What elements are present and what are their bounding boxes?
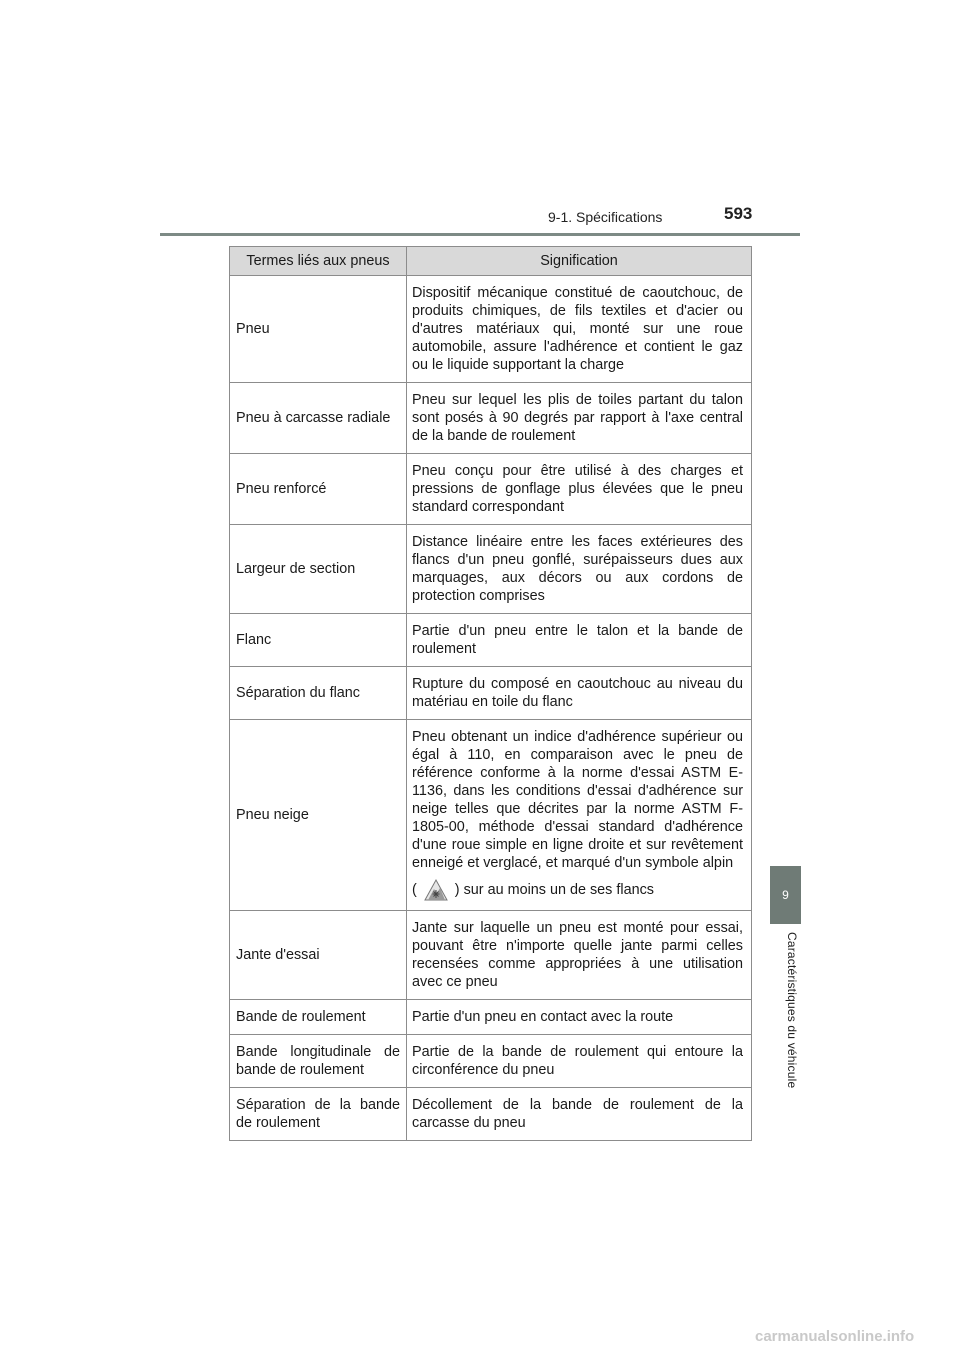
meaning-cell — [407, 720, 752, 911]
table-row — [230, 911, 752, 1000]
table-row — [230, 454, 752, 525]
alpine-symbol-line — [412, 878, 743, 902]
term-cell: Pneu renforcé — [230, 454, 407, 525]
column-header-term: Termes liés aux pneus — [230, 247, 407, 276]
site-watermark: carmanualsonline.info — [755, 1328, 915, 1345]
meaning-cell: Distance linéaire entre les faces extérieures des flancs d'un pneu gonflé, surépaisseurs dues aux marquages, aux décors ou aux cordons de protection comprises — [407, 525, 752, 614]
meaning-cell: Partie d'un pneu entre le talon et la bande de roulement — [407, 614, 752, 667]
chapter-label: Caractéristiques du véhicule — [785, 932, 799, 1089]
table-header-row — [230, 247, 752, 276]
chapter-number: 9 — [782, 888, 789, 902]
meaning-cell: Partie d'un pneu en contact avec la route — [407, 1000, 752, 1035]
meaning-text: Pneu obtenant un indice d'adhérence supérieur ou égal à 110, en comparaison avec le pneu de référence conforme à la norme d'essai ASTM E-1136, dans les conditions d'essai d'adhérence sur neige telles que décrites par la norme ASTM F-1805-00, méthode d'essai standard d'adhérence d'une roue simple en ligne droite et sur revêtement enneigé et verglacé, et marqué d'un symbole alpin — [412, 729, 743, 871]
header-rule — [160, 233, 800, 236]
table-row — [230, 1035, 752, 1088]
symbol-paren-close: ) sur au moins un de ses flancs — [454, 881, 654, 898]
term-cell: Séparation du flanc — [230, 667, 407, 720]
table-row — [230, 1000, 752, 1035]
meaning-cell: Décollement de la bande de roulement de la carcasse du pneu — [407, 1088, 752, 1141]
term-cell: Flanc — [230, 614, 407, 667]
table-row — [230, 276, 752, 383]
chapter-tab[interactable] — [770, 866, 801, 924]
term-cell: Pneu neige — [230, 720, 407, 911]
table-row — [230, 525, 752, 614]
symbol-paren-open: ( — [412, 881, 417, 898]
table-row — [230, 720, 752, 911]
meaning-cell: Rupture du composé en caoutchouc au niveau du matériau en toile du flanc — [407, 667, 752, 720]
term-cell: Pneu à carcasse radiale — [230, 383, 407, 454]
section-title: 9-1. Spécifications — [548, 209, 663, 225]
column-header-meaning: Signification — [407, 247, 752, 276]
term-cell: Pneu — [230, 276, 407, 383]
meaning-cell: Partie de la bande de roulement qui entoure la circonférence du pneu — [407, 1035, 752, 1088]
term-cell: Bande longitudinale de bande de roulement — [230, 1035, 407, 1088]
term-cell: Largeur de section — [230, 525, 407, 614]
meaning-cell: Dispositif mécanique constitué de caoutchouc, de produits chimiques, de fils textiles et d'acier ou d'autres matériaux qui, monté sur une roue automobile, assure l'adhérence et contient le gaz ou le liquide supportant la charge — [407, 276, 752, 383]
table-row — [230, 667, 752, 720]
tire-terms-table — [229, 246, 752, 1141]
page-number: 593 — [724, 204, 753, 223]
meaning-cell: Pneu conçu pour être utilisé à des charges et pressions de gonflage plus élevées que le pneu standard correspondant — [407, 454, 752, 525]
table-row — [230, 1088, 752, 1141]
table-row — [230, 614, 752, 667]
term-cell: Bande de roulement — [230, 1000, 407, 1035]
table-row — [230, 383, 752, 454]
term-cell: Séparation de la bande de roulement — [230, 1088, 407, 1141]
term-cell: Jante d'essai — [230, 911, 407, 1000]
meaning-cell: Pneu sur lequel les plis de toiles partant du talon sont posés à 90 degrés par rapport à l'axe central de la bande de roulement — [407, 383, 752, 454]
meaning-cell: Jante sur laquelle un pneu est monté pour essai, pouvant être n'importe quelle jante parmi celles recensées comme appropriées à une utilisation avec ce pneu — [407, 911, 752, 1000]
alpine-symbol-icon — [423, 878, 449, 902]
